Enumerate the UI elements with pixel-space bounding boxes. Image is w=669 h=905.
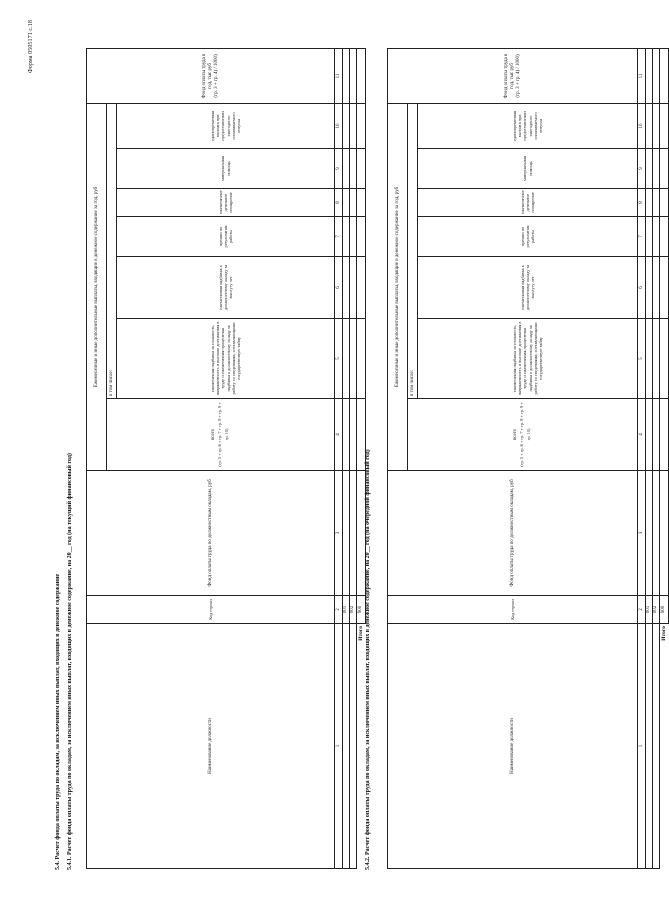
header-col9: материальная помощь [117, 149, 335, 189]
total-label: Итого [358, 626, 365, 641]
header-position: Наименование должности [87, 624, 335, 869]
header-fund-salary: Фонд оплаты труда по должностным окладам, руб [388, 471, 638, 596]
table-row: 002 [350, 48, 357, 868]
header-position: Наименование должности [388, 624, 638, 869]
header-code: Код строки [388, 596, 638, 624]
header-col11-formula: (гр. 3 + гр. 4) / 1000) [213, 54, 219, 98]
header-col10: единовременная выплата при предоставлении ежегодного оплачиваемого отпуска [418, 103, 638, 148]
header-code: Код строки [87, 596, 335, 624]
table-2-number-row: 1 2 3 4 5 6 7 8 9 10 11 [638, 48, 646, 868]
header-col7: премии по результатам работы [418, 217, 638, 257]
header-col11 [87, 48, 335, 103]
header-total-title: всего [210, 428, 216, 441]
table-2 [387, 48, 669, 869]
header-col9: материальная помощь [418, 149, 638, 189]
header-col5: ежемесячная надбавка за сложность, напряженность и высокие достижения в труде и ежемесячная процентная надбавка к должностному окладу за работу со сведениями, составляющими государственную тайну [117, 319, 335, 399]
table-1-number-row: 1 2 3 4 5 6 7 8 9 10 11 [335, 48, 343, 868]
header-group: Ежемесячные и иные дополнительные выплаты, входящие в денежное содержание за год, руб [388, 103, 408, 470]
main-heading: 5.4. Расчет фонда оплаты труда по окладам, за исключением иных выплат, входящих в денежное содержание [55, 573, 61, 870]
header-col8: ежемесячное денежное поощрение [117, 189, 335, 217]
header-col6: ежемесячная надбавка к должностному окладу за выслугу лет [418, 257, 638, 319]
total-label: Итого [661, 626, 668, 641]
form-code: Форма 0505171 с.18 [28, 20, 34, 74]
table-row: 001 [646, 48, 653, 868]
section-2-heading: 5.4.2. Расчет фонда оплаты труда по окладам, за исключением иных выплат, входящих в денежное содержание, на 20__ год (на очередной финансовый год) [365, 449, 371, 870]
total-code: 900 [357, 596, 366, 624]
header-col11-title: Фонд оплаты труда в год, тыс руб [503, 53, 515, 99]
total-code: 900 [660, 596, 669, 624]
header-total-title: всего [512, 428, 518, 441]
header-in-that: в том числе: [408, 103, 418, 398]
header-col6: ежемесячная надбавка к должностному окладу за выслугу лет [117, 257, 335, 319]
header-total-formula: (гр. 5 + гр. 6 + гр. 7 + гр. 8 + гр. 9 + гр. 10) [518, 402, 531, 467]
header-in-that: в том числе: [107, 103, 117, 398]
header-col11 [388, 48, 638, 103]
header-col5: ежемесячная надбавка за сложность, напряженность и высокие достижения в труде и ежемесячная процентная надбавка к должностному окладу за работу со сведениями, составляющими государственную тайну [418, 319, 638, 399]
header-group: Ежемесячные и иные дополнительные выплаты, входящие в денежное содержание за год, руб [87, 103, 107, 470]
header-total [107, 399, 335, 471]
header-total [408, 399, 638, 471]
header-col11-formula: (гр. 3 + гр. 4) / 1000) [515, 54, 521, 98]
table-row: 001 [343, 48, 350, 868]
header-col8: ежемесячное денежное поощрение [418, 189, 638, 217]
table-1 [86, 48, 366, 869]
header-fund-salary: Фонд оплаты труда по должностным окладам, руб [87, 471, 335, 596]
section-1-heading: 5.4.1. Расчет фонда оплаты труда по окладам, за исключением иных выплат, входящих в денежное содержание, на 20__ год (на текущий финансовый год) [67, 453, 73, 870]
header-col11-title: Фонд оплаты труда в год, тыс руб [201, 53, 213, 99]
header-col10: единовременная выплата при предоставлении ежегодного оплачиваемого отпуска [117, 103, 335, 148]
table-row: 002 [653, 48, 660, 868]
header-col7: премии по результатам работы [117, 217, 335, 257]
table-2-total-row [660, 48, 669, 868]
header-total-formula: (гр. 5 + гр. 6 + гр. 7 + гр. 8 + гр. 9 + гр. 10) [216, 402, 229, 467]
